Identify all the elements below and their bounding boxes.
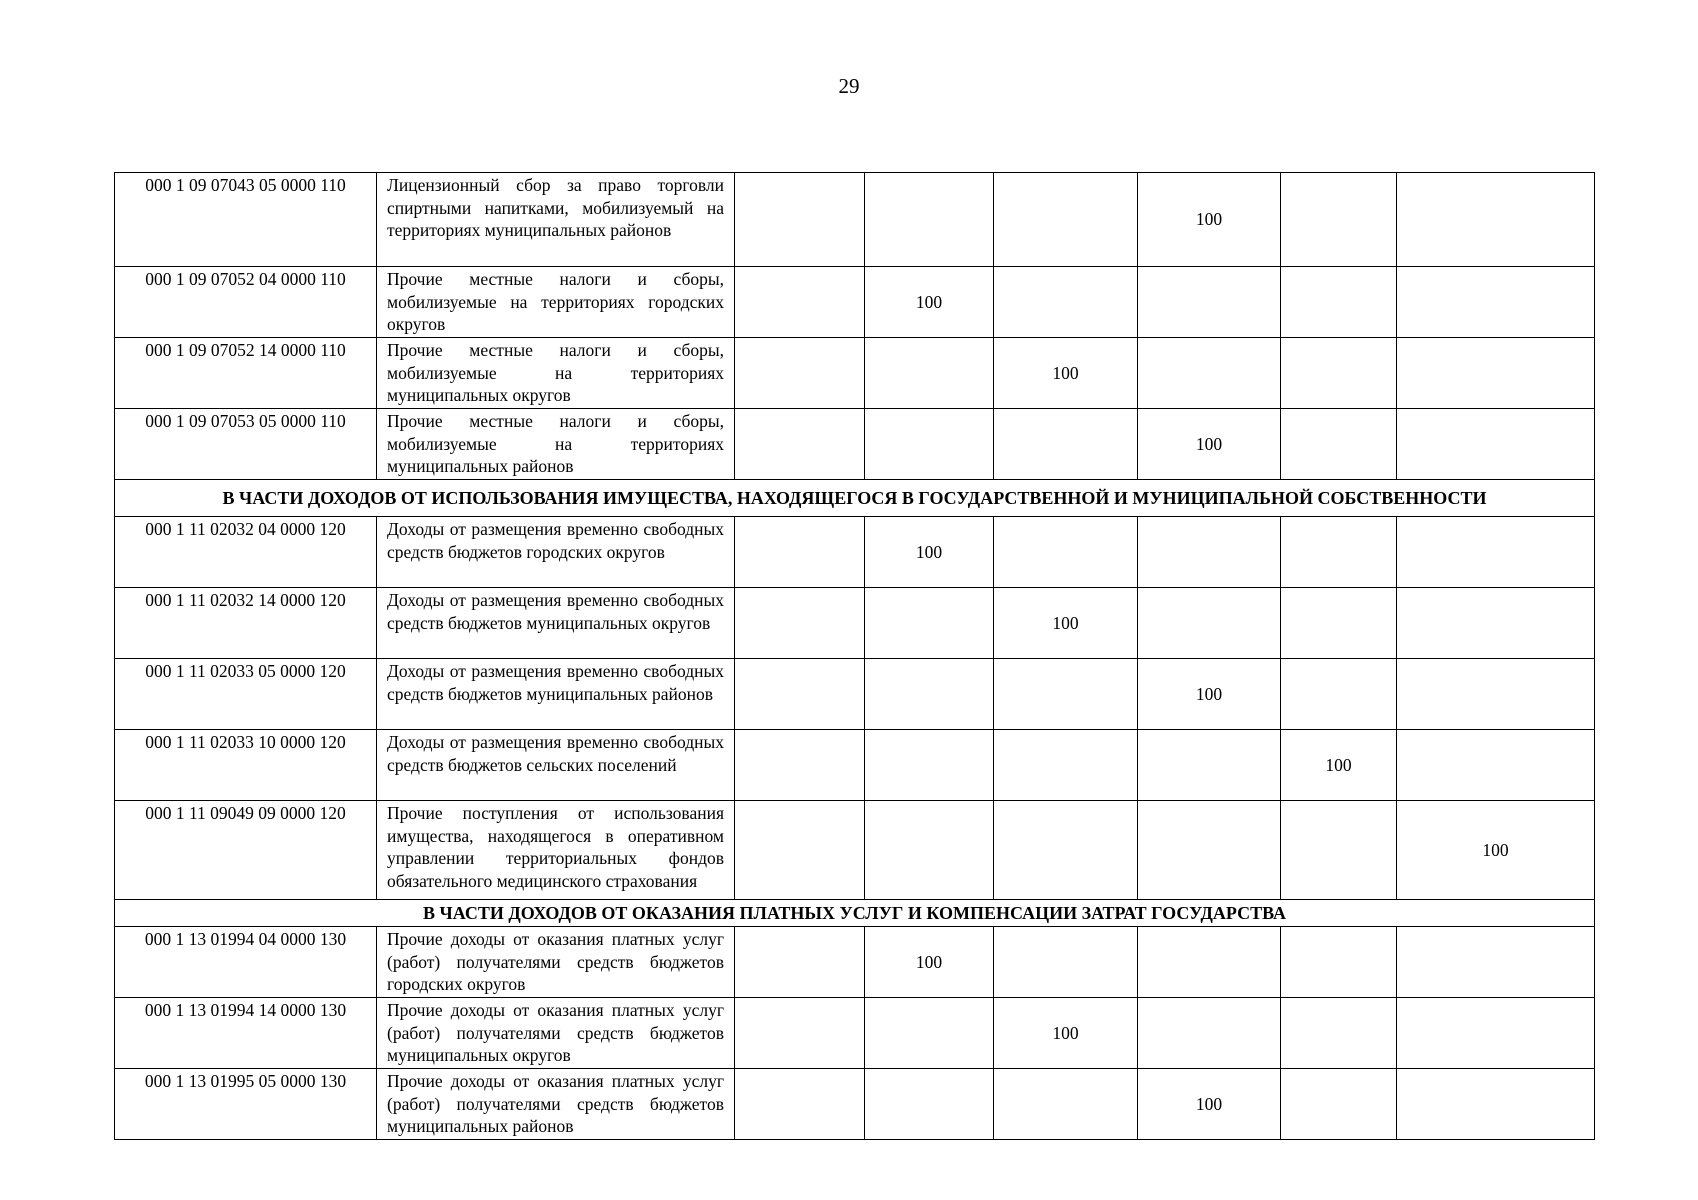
value-cell xyxy=(735,517,865,588)
value-cell: 100 xyxy=(1138,1069,1281,1140)
value-cell xyxy=(1397,659,1595,730)
page-number: 29 xyxy=(838,74,860,98)
section-header-row xyxy=(115,480,1595,517)
table-row xyxy=(115,730,1595,801)
value-cell xyxy=(1397,517,1595,588)
section-title: В ЧАСТИ ДОХОДОВ ОТ ОКАЗАНИЯ ПЛАТНЫХ УСЛУГ И КОМПЕНСАЦИИ ЗАТРАТ ГОСУДАРСТВА xyxy=(115,900,1595,927)
revenue-code-cell: 000 1 13 01995 05 0000 130 xyxy=(115,1069,377,1140)
value-cell xyxy=(1281,927,1397,998)
value-cell: 100 xyxy=(994,338,1138,409)
value-cell xyxy=(865,1069,994,1140)
section-header-row xyxy=(115,900,1595,927)
value-cell xyxy=(994,517,1138,588)
value-cell: 100 xyxy=(865,517,994,588)
revenue-name-cell: Прочие доходы от оказания платных услуг (работ) получателями средств бюджетов муниципальных районов xyxy=(377,1069,735,1140)
table-row xyxy=(115,338,1595,409)
revenue-name-cell: Доходы от размещения временно свободных средств бюджетов городских округов xyxy=(377,517,735,588)
value-cell: 100 xyxy=(865,927,994,998)
value-cell xyxy=(735,588,865,659)
value-cell xyxy=(1281,338,1397,409)
value-cell: 100 xyxy=(994,998,1138,1069)
value-cell xyxy=(1397,409,1595,480)
value-cell xyxy=(994,173,1138,267)
value-cell xyxy=(994,267,1138,338)
value-cell xyxy=(1281,409,1397,480)
value-cell xyxy=(735,338,865,409)
revenue-name-cell: Прочие местные налоги и сборы, мобилизуемые на территориях муниципальных районов xyxy=(377,409,735,480)
value-cell xyxy=(1281,267,1397,338)
value-cell xyxy=(1138,801,1281,900)
revenue-code-cell: 000 1 13 01994 14 0000 130 xyxy=(115,998,377,1069)
value-cell xyxy=(1138,730,1281,801)
value-cell: 100 xyxy=(994,588,1138,659)
section-title: В ЧАСТИ ДОХОДОВ ОТ ИСПОЛЬЗОВАНИЯ ИМУЩЕСТВА, НАХОДЯЩЕГОСЯ В ГОСУДАРСТВЕННОЙ И МУНИЦИПАЛЬНОЙ СОБСТВЕННОСТИ xyxy=(115,480,1595,517)
revenue-code-cell: 000 1 09 07052 14 0000 110 xyxy=(115,338,377,409)
value-cell xyxy=(865,998,994,1069)
value-cell xyxy=(994,1069,1138,1140)
revenue-name-cell: Прочие доходы от оказания платных услуг (работ) получателями средств бюджетов городских округов xyxy=(377,927,735,998)
revenue-code-cell: 000 1 09 07053 05 0000 110 xyxy=(115,409,377,480)
revenue-name-cell: Доходы от размещения временно свободных средств бюджетов муниципальных районов xyxy=(377,659,735,730)
value-cell xyxy=(865,338,994,409)
value-cell xyxy=(735,173,865,267)
value-cell xyxy=(994,801,1138,900)
value-cell xyxy=(994,409,1138,480)
value-cell xyxy=(1397,998,1595,1069)
value-cell xyxy=(865,588,994,659)
table-row xyxy=(115,173,1595,267)
revenue-code-cell: 000 1 09 07052 04 0000 110 xyxy=(115,267,377,338)
table-row xyxy=(115,1069,1595,1140)
value-cell xyxy=(1281,517,1397,588)
value-cell xyxy=(1138,998,1281,1069)
value-cell xyxy=(865,730,994,801)
table-row xyxy=(115,409,1595,480)
table-row xyxy=(115,517,1595,588)
revenue-name-cell: Доходы от размещения временно свободных средств бюджетов муниципальных округов xyxy=(377,588,735,659)
value-cell xyxy=(735,267,865,338)
value-cell: 100 xyxy=(1138,409,1281,480)
value-cell xyxy=(1138,927,1281,998)
value-cell xyxy=(735,409,865,480)
value-cell xyxy=(1138,267,1281,338)
value-cell xyxy=(1281,588,1397,659)
table-row xyxy=(115,927,1595,998)
value-cell xyxy=(735,927,865,998)
revenue-code-cell: 000 1 13 01994 04 0000 130 xyxy=(115,927,377,998)
value-cell xyxy=(1397,267,1595,338)
value-cell xyxy=(865,409,994,480)
table-row xyxy=(115,998,1595,1069)
value-cell xyxy=(865,659,994,730)
revenue-code-cell: 000 1 11 02033 10 0000 120 xyxy=(115,730,377,801)
table-row xyxy=(115,588,1595,659)
value-cell xyxy=(735,730,865,801)
value-cell xyxy=(1397,730,1595,801)
value-cell: 100 xyxy=(1397,801,1595,900)
value-cell: 100 xyxy=(1138,173,1281,267)
revenue-name-cell: Прочие поступления от использования имущества, находящегося в оперативном управлении территориальных фондов обязательного медицинского страхования xyxy=(377,801,735,900)
value-cell xyxy=(1138,338,1281,409)
revenue-name-cell: Прочие доходы от оказания платных услуг (работ) получателями средств бюджетов муниципальных округов xyxy=(377,998,735,1069)
value-cell xyxy=(1281,998,1397,1069)
value-cell xyxy=(1281,659,1397,730)
revenue-code-cell: 000 1 09 07043 05 0000 110 xyxy=(115,173,377,267)
revenue-name-cell: Прочие местные налоги и сборы, мобилизуемые на территориях городских округов xyxy=(377,267,735,338)
revenue-code-cell: 000 1 11 02032 14 0000 120 xyxy=(115,588,377,659)
value-cell xyxy=(1138,588,1281,659)
value-cell xyxy=(1397,173,1595,267)
value-cell: 100 xyxy=(1138,659,1281,730)
value-cell xyxy=(1397,588,1595,659)
value-cell xyxy=(865,801,994,900)
table-row xyxy=(115,267,1595,338)
revenue-name-cell: Доходы от размещения временно свободных средств бюджетов сельских поселений xyxy=(377,730,735,801)
value-cell xyxy=(735,998,865,1069)
value-cell xyxy=(1281,1069,1397,1140)
value-cell: 100 xyxy=(1281,730,1397,801)
value-cell xyxy=(1281,801,1397,900)
value-cell: 100 xyxy=(865,267,994,338)
value-cell xyxy=(735,1069,865,1140)
value-cell xyxy=(1397,1069,1595,1140)
revenue-code-cell: 000 1 11 02032 04 0000 120 xyxy=(115,517,377,588)
value-cell xyxy=(994,730,1138,801)
value-cell xyxy=(1138,517,1281,588)
table-row xyxy=(115,659,1595,730)
table-row xyxy=(115,801,1595,900)
revenue-name-cell: Прочие местные налоги и сборы, мобилизуемые на территориях муниципальных округов xyxy=(377,338,735,409)
value-cell xyxy=(994,659,1138,730)
revenue-code-cell: 000 1 11 02033 05 0000 120 xyxy=(115,659,377,730)
revenue-distribution-table xyxy=(114,172,1595,1140)
revenue-code-cell: 000 1 11 09049 09 0000 120 xyxy=(115,801,377,900)
value-cell xyxy=(735,659,865,730)
value-cell xyxy=(1397,927,1595,998)
value-cell xyxy=(865,173,994,267)
table-body xyxy=(115,173,1595,1140)
value-cell xyxy=(1281,173,1397,267)
value-cell xyxy=(735,801,865,900)
revenue-name-cell: Лицензионный сбор за право торговли спиртными напитками, мобилизуемый на территориях муниципальных районов xyxy=(377,173,735,267)
value-cell xyxy=(1397,338,1595,409)
value-cell xyxy=(994,927,1138,998)
